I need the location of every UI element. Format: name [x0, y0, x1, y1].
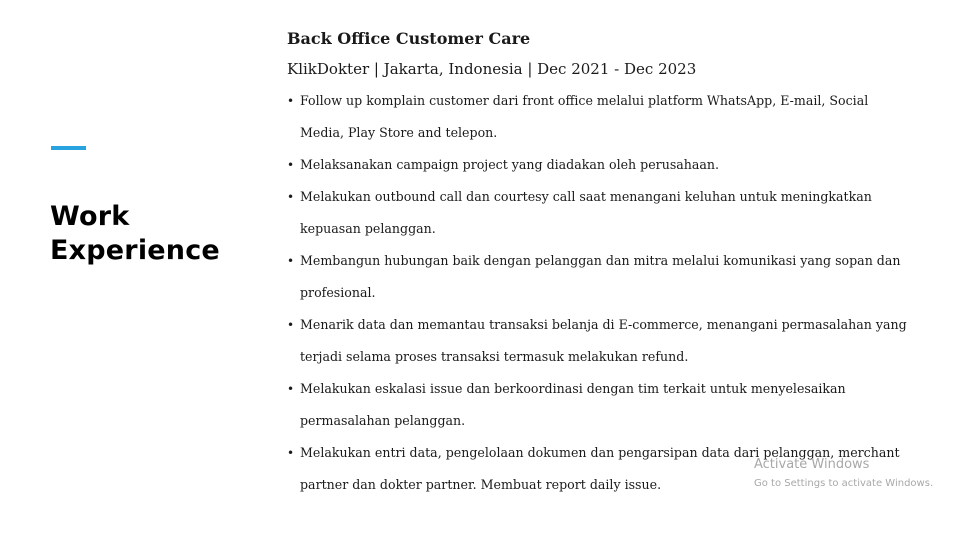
bullet-icon: •: [287, 158, 295, 172]
responsibility-text: Menarik data dan memantau transaksi belanja di E-commerce, menangani permasalahan yang terjadi selama proses transaksi termasuk melakukan refund.: [300, 317, 907, 364]
responsibility-text: Melakukan entri data, pengelolaan dokumen dan pengarsipan data dari pelanggan, merchant partner dan dokter partner. Membuat report daily issue.: [300, 445, 900, 492]
responsibility-item: [287, 373, 907, 437]
responsibility-list: [287, 85, 907, 501]
job-title: Back Office Customer Care: [287, 29, 531, 48]
watermark-subtitle: Go to Settings to activate Windows.: [754, 478, 934, 489]
job-meta: KlikDokter | Jakarta, Indonesia | Dec 2021 - Dec 2023: [287, 60, 697, 78]
responsibility-item: [287, 85, 907, 149]
section-title-line-2: Experience: [50, 235, 220, 266]
accent-bar: [51, 146, 86, 150]
bullet-icon: •: [287, 382, 295, 396]
section-title-line-1: Work: [50, 201, 130, 232]
job-entry: [287, 27, 907, 501]
responsibility-item: [287, 437, 907, 501]
bullet-icon: •: [287, 94, 295, 108]
responsibility-text: Follow up komplain customer dari front office melalui platform WhatsApp, E-mail, Social Media, Play Store and telepon.: [300, 93, 869, 140]
responsibility-item: [287, 149, 907, 181]
responsibility-item: [287, 309, 907, 373]
bullet-icon: •: [287, 318, 295, 332]
responsibility-text: Melakukan eskalasi issue dan berkoordinasi dengan tim terkait untuk menyelesaikan permasalahan pelanggan.: [300, 381, 846, 428]
bullet-icon: •: [287, 190, 295, 204]
section-title: [50, 200, 220, 268]
responsibility-item: [287, 181, 907, 245]
bullet-icon: •: [287, 446, 295, 460]
responsibility-text: Melakukan outbound call dan courtesy call saat menangani keluhan untuk meningkatkan kepuasan pelanggan.: [300, 189, 872, 236]
watermark-title: Activate Windows: [754, 457, 870, 472]
responsibility-text: Membangun hubungan baik dengan pelanggan dan mitra melalui komunikasi yang sopan dan profesional.: [300, 253, 901, 300]
responsibility-item: [287, 245, 907, 309]
responsibility-text: Melaksanakan campaign project yang diadakan oleh perusahaan.: [300, 157, 720, 172]
bullet-icon: •: [287, 254, 295, 268]
